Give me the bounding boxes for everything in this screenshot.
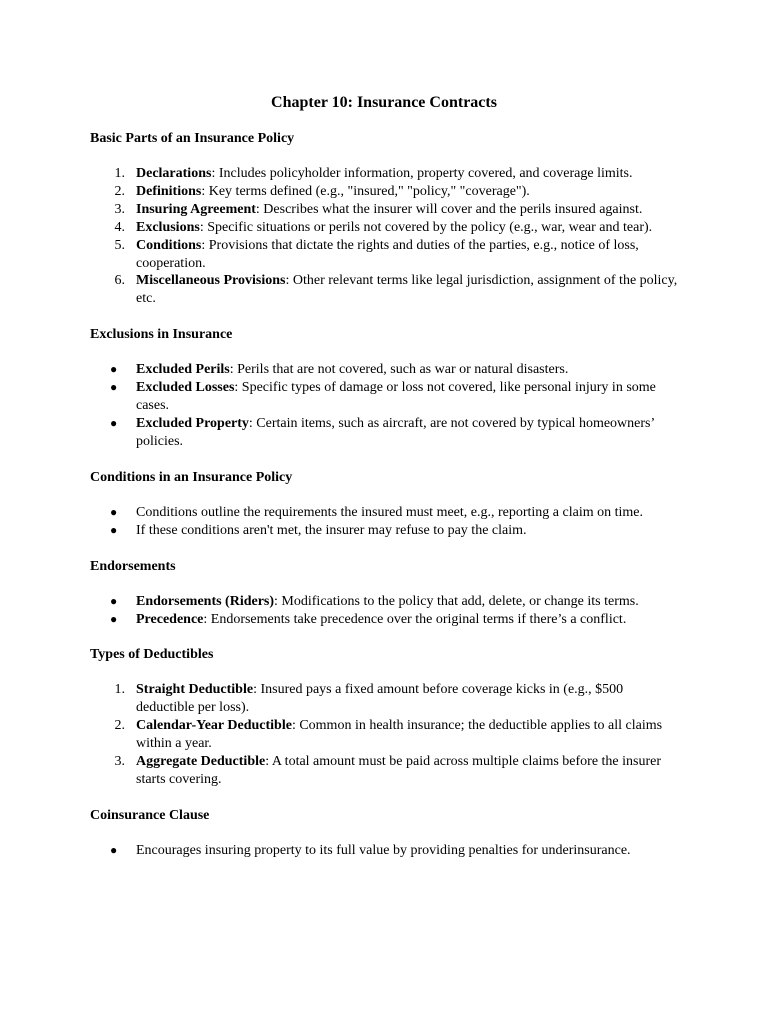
item-term: Conditions: [136, 237, 202, 253]
item-term: Declarations: [136, 166, 212, 181]
section-heading-exclusions: Exclusions in Insurance: [90, 327, 233, 343]
item-text: : Perils that are not covered, such as war or natural disasters.: [229, 362, 569, 378]
item-term: Precedence: [136, 611, 204, 627]
item-text: : Key terms defined (e.g., "insured," "policy," "coverage").: [201, 183, 530, 199]
item-text: : Specific situations or perils not covered by the policy (e.g., war, wear and tear).: [199, 219, 653, 235]
list-item: [90, 593, 678, 611]
list-item: [90, 504, 678, 522]
item-text: : Common in health insurance; the deductible applies to all claims within a year.: [136, 718, 663, 752]
list-item: 3. Aggregate Deductible: A total amount must be paid across multiple claims before the insurer starts covering.: [114, 754, 662, 787]
section-heading-coinsurance: Coinsurance Clause: [90, 807, 210, 823]
exclusions-list: [90, 361, 678, 451]
conditions-list: [90, 504, 678, 540]
item-term: Definitions: [136, 183, 202, 199]
item-text: : Provisions that dictate the rights and duties of the parties, e.g., notice of loss, cooperation.: [136, 237, 639, 271]
item-term: Aggregate Deductible: [136, 754, 266, 770]
section-heading-endorsements: Endorsements: [90, 558, 176, 574]
item-text: : Endorsements take precedence over the original terms if there’s a conflict.: [203, 611, 627, 627]
item-term: Endorsements (Riders): [136, 593, 275, 609]
list-item: 2. Calendar-Year Deductible: Common in health insurance; the deductible applies to all claims within a year.: [114, 718, 663, 752]
item-text: : Certain items, such as aircraft, are not covered by typical homeowners’ policies.: [136, 415, 655, 449]
bullet-icon: ●: [110, 504, 118, 519]
item-text: : Describes what the insurer will cover and the perils insured against.: [255, 201, 643, 217]
chapter-title: Chapter 10: Insurance Contracts: [271, 94, 497, 111]
bullet-icon: ●: [110, 415, 118, 430]
item-text: : Specific types of damage or loss not covered, like personal injury in some cases.: [136, 380, 656, 414]
item-term: Straight Deductible: [136, 682, 254, 698]
list-item: [90, 522, 678, 540]
item-term: Insuring Agreement: [136, 201, 256, 217]
item-term: Excluded Losses: [136, 380, 235, 396]
list-item: 2. Definitions: Key terms defined (e.g., "insured," "policy," "coverage").: [114, 183, 530, 199]
item-text: : Insured pays a fixed amount before coverage kicks in (e.g., $500 deductible per loss).: [136, 682, 624, 716]
item-text: Encourages insuring property to its full value by providing penalties for underinsurance.: [136, 842, 631, 858]
list-item: 3. Insuring Agreement: Describes what the insurer will cover and the perils insured against.: [114, 201, 643, 217]
item-text: : Includes policyholder information, property covered, and coverage limits.: [211, 166, 633, 181]
bullet-icon: ●: [110, 362, 118, 377]
list-item: 6. Miscellaneous Provisions: Other relevant terms like legal jurisdiction, assignment of the policy, etc.: [114, 273, 678, 307]
list-item: [90, 379, 678, 415]
section-heading-basic-parts: Basic Parts of an Insurance Policy: [90, 131, 295, 146]
basic-parts-list: [90, 165, 678, 308]
item-text: : A total amount must be paid across multiple claims before the insurer starts covering.: [136, 754, 662, 787]
list-item: [90, 842, 678, 860]
list-item: [90, 611, 678, 629]
bullet-icon: ●: [110, 593, 118, 608]
item-term: Excluded Property: [136, 415, 249, 431]
deductibles-list: [90, 681, 678, 788]
endorsements-list: [90, 593, 678, 629]
list-item: 5. Conditions: Provisions that dictate the rights and duties of the parties, e.g., notice of loss, cooperation.: [114, 237, 639, 271]
item-text: : Modifications to the policy that add, delete, or change its terms.: [274, 593, 639, 609]
item-term: Excluded Perils: [136, 362, 230, 378]
list-item: 1. Straight Deductible: Insured pays a fixed amount before coverage kicks in (e.g., $500 deductible per loss).: [114, 682, 624, 716]
bullet-icon: ●: [110, 380, 118, 395]
list-item: [90, 415, 678, 451]
bullet-icon: ●: [110, 522, 118, 537]
item-term: Calendar-Year Deductible: [136, 718, 292, 734]
item-text: : Other relevant terms like legal jurisdiction, assignment of the policy, etc.: [136, 273, 678, 307]
list-item: 1. Declarations: Includes policyholder information, property covered, and coverage limits.: [114, 166, 633, 181]
item-text: If these conditions aren't met, the insurer may refuse to pay the claim.: [136, 522, 527, 538]
coinsurance-list: [90, 842, 678, 860]
bullet-icon: ●: [110, 611, 118, 626]
item-text: Conditions outline the requirements the insured must meet, e.g., reporting a claim on time.: [136, 504, 644, 520]
section-heading-deductibles: Types of Deductibles: [90, 647, 214, 663]
list-item: 4. Exclusions: Specific situations or perils not covered by the policy (e.g., war, wear and tear).: [114, 219, 653, 235]
section-heading-conditions: Conditions in an Insurance Policy: [90, 469, 293, 485]
list-item: [90, 361, 678, 379]
item-term: Exclusions: [136, 219, 200, 235]
bullet-icon: ●: [110, 842, 118, 857]
item-term: Miscellaneous Provisions: [136, 273, 286, 289]
